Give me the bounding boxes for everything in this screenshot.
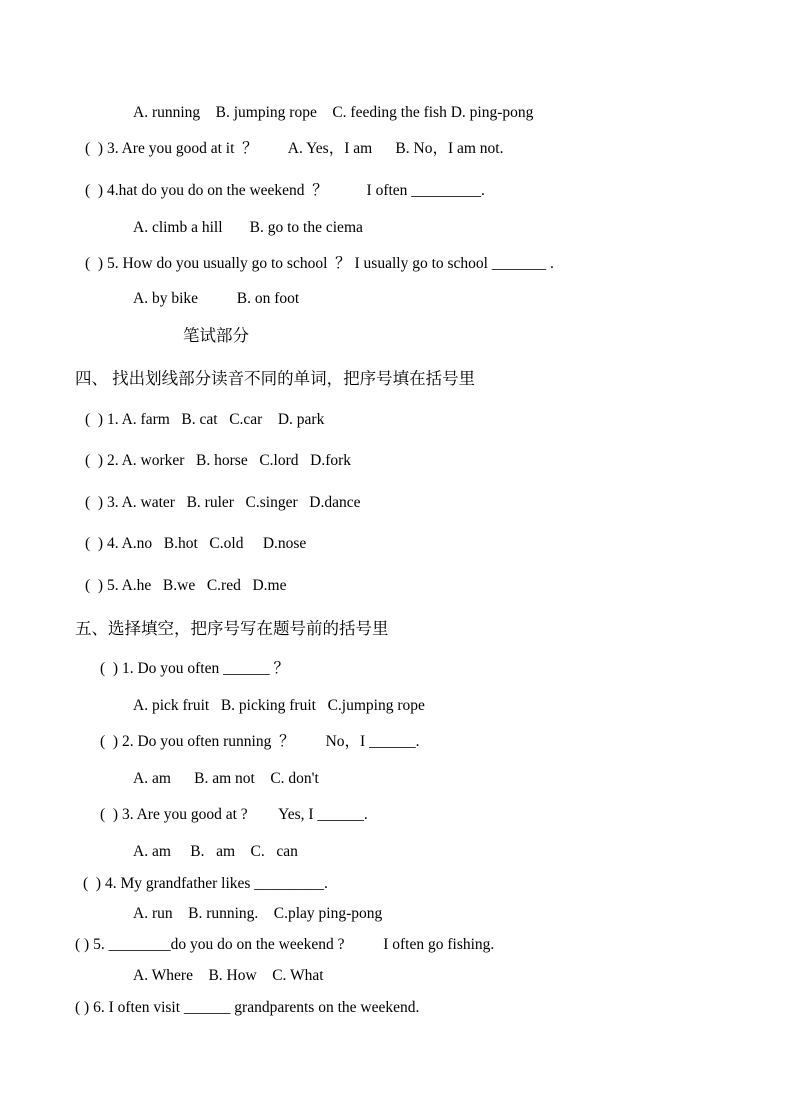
- part5-q4: ( ) 4. My grandfather likes _________.: [83, 875, 328, 892]
- written-section-title: 笔试部分: [183, 326, 249, 345]
- part4-q1: ( ) 1. A. farm B. cat C.car D. park: [85, 411, 325, 428]
- part5-q3-options: A. am B. am C. can: [133, 843, 298, 860]
- part4-q3: ( ) 3. A. water B. ruler C.singer D.dance: [85, 494, 361, 511]
- part5-q5-options: A. Where B. How C. What: [133, 967, 324, 984]
- part4-heading: 四、 找出划线部分读音不同的单词，把序号填在括号里: [75, 369, 476, 388]
- part3-q4: ( ) 4.hat do you do on the weekend ？ I often _________.: [85, 182, 485, 199]
- part5-q6: ( ) 6. I often visit ______ grandparents on the weekend.: [75, 999, 420, 1016]
- part3-q4-options: A. climb a hill B. go to the ciema: [133, 219, 363, 236]
- part5-q1-options: A. pick fruit B. picking fruit C.jumping rope: [133, 697, 425, 714]
- part3-q3: ( ) 3. Are you good at it ？ A. Yes，I am B. No，I am not.: [85, 140, 504, 157]
- part5-q1: ( ) 1. Do you often ______ ？: [100, 660, 289, 677]
- part5-q4-options: A. run B. running. C.play ping-pong: [133, 905, 383, 922]
- part5-q3: ( ) 3. Are you good at ? Yes, I ______.: [100, 806, 368, 823]
- part3-q5-options: A. by bike B. on foot: [133, 290, 300, 307]
- part4-q2: ( ) 2. A. worker B. horse C.lord D.fork: [85, 452, 352, 469]
- part3-q2-options: A. running B. jumping rope C. feeding the fish D. ping-pong: [133, 104, 534, 121]
- part5-q2-options: A. am B. am not C. don't: [133, 770, 319, 787]
- part4-q5: ( ) 5. A.he B.we C.red D.me: [85, 577, 287, 594]
- part5-q5: ( ) 5. ________do you do on the weekend ? I often go fishing.: [75, 936, 495, 953]
- part4-q4: ( ) 4. A.no B.hot C.old D.nose: [85, 535, 307, 552]
- part5-q2: ( ) 2. Do you often running ？ No，I ______.: [100, 733, 420, 750]
- part3-q5: ( ) 5. How do you usually go to school ？ I usually go to school _______ .: [85, 255, 554, 272]
- part5-heading: 五、选择填空，把序号写在题号前的括号里: [75, 619, 389, 638]
